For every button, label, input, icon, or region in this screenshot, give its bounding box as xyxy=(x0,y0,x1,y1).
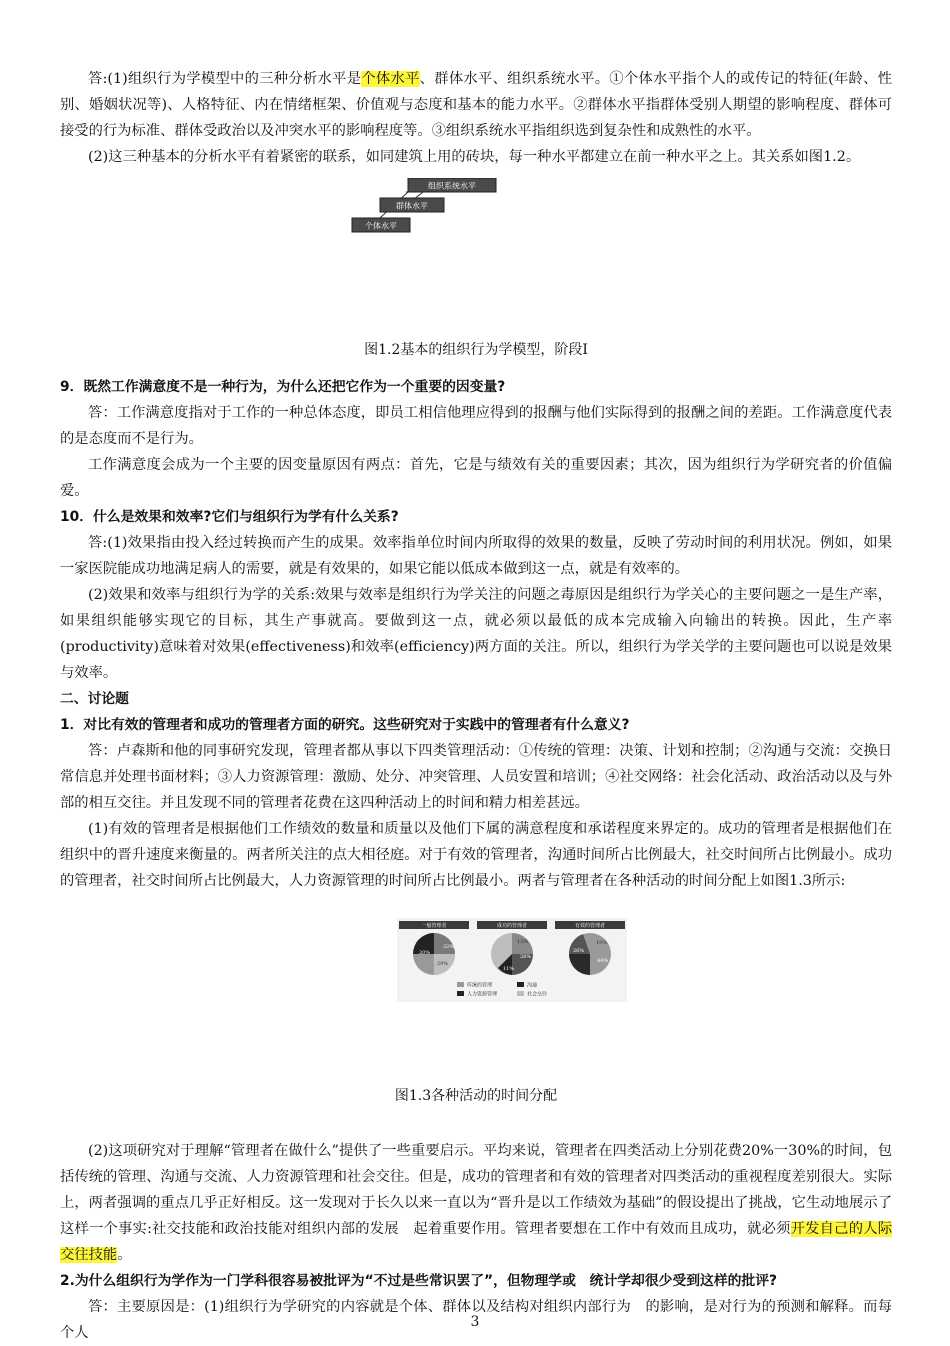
question9-paragraph1: 答：工作满意度指对于工作的一种总体态度，即员工相信他理应得到的报酬与他们实际得到的报酬之间的差距。工作满意度代表的是态度而不是行为。 xyxy=(60,405,892,447)
section-discussion-title: 二、讨论题 xyxy=(60,691,129,707)
pie3-slice-c: 19% xyxy=(596,940,608,946)
question10-paragraph2: (2)效果和效率与组织行为学的关系:效果与效率是组织行为学关注的问题之毒原因是组织行为学关心的主要问题之一是生产率，如果组织能够实现它的目标，其生产事就高。要做到这一点，就必须以最低的成本完成输入向输出的转换。因此，生产率(productivity)意味着对效果(effectiveness)和效率(efficiency)两方面的关注。所以，组织行为学关学的主要问题也可以说是效果与效率。 xyxy=(60,587,892,681)
question9-paragraph2: 工作满意度会成为一个主要的因变量原因有两点：首先，它是与绩效有关的重要因素；其次，因为组织行为学研究者的价值偏爱。 xyxy=(60,457,892,499)
highlight-interpersonal-skills: 开发自己的人际交往技能 xyxy=(60,1221,893,1263)
pie3-slice-b: 44% xyxy=(597,958,609,964)
pie-title-successful: 成功的管理者 xyxy=(496,923,528,929)
discussion2-title: 2.为什么组织行为学作为一门学科很容易被批评为“不过是些常识罢了”，但物理学或 统计学却很少受到这样的批评? xyxy=(60,1273,778,1289)
pie-title-effective: 有效的管理者 xyxy=(574,923,606,929)
question10-title: 10．什么是效果和效率?它们与组织行为学有什么关系? xyxy=(60,509,399,525)
pie2-slice-b: 28% xyxy=(520,954,532,960)
discussion1-paragraph1: 答：卢森斯和他的同事研究发现，管理者都从事以下四类管理活动：①传统的管理：决策、计划和控制；②沟通与交流：交换日常信息并处理书面材料；③人力资源管理：激励、处分、冲突管理、人员安置和培训；④社交网络：社会化活动、政治活动以及与外部的相互交往。并且发现不同的管理者花费在这四种活动上的时间和精力相差甚远。 xyxy=(60,743,892,811)
page-number: 3 xyxy=(470,1314,480,1330)
label-individual: 个体水平 xyxy=(365,221,397,231)
pie2-slice-c: 11% xyxy=(503,966,515,972)
legend-communication: 沟通 xyxy=(527,982,538,989)
label-org-system: 组织系统水平 xyxy=(428,181,476,191)
pie3-slice-a: 26% xyxy=(573,948,585,954)
question10-paragraph1: 答:(1)效果指由投入经过转换而产生的成果。效率指单位时间内所取得的效果的数量，反映了劳动时间的利用状况。例如，如果一家医院能成功地满足病人的需要，就是有效果的，如果它能以低成本做到这一点，就是有效率的。 xyxy=(60,535,892,577)
discussion1-paragraph3: (2)这项研究对于理解“管理者在做什么”提供了一些重要启示。平均来说，管理者在四类活动上分别花费20%一30%的时间，包括传统的管理、沟通与交流、人力资源管理和社会交往。但是，成功的管理者和有效的管理者对四类活动的重视程度差别很大。实际上，两者强调的重点几乎正好相反。这一发现对于长久以来一直以为“晋升是以工作绩效为基础”的假设提出了挑战，它生动地展示了这样一个事实:社交技能和政治技能对组织内部的发展 起着重要作用。管理者要想在工作中有效而且成功，就必须开发自己的人际交往技能。 xyxy=(60,1143,893,1263)
legend-hr: 人力资源管理 xyxy=(467,991,498,998)
legend-social: 社会交往 xyxy=(527,991,548,998)
pie-effective xyxy=(569,933,611,975)
discussion1-paragraph2: (1)有效的管理者是根据他们工作绩效的数量和质量以及他们下属的满意程度和承诺程度来界定的。成功的管理者是根据他们在组织中的晋升速度来衡量的。两者所关注的点大相径庭。对于有效的管理者，沟通时间所占比例最大，社交时间所占比例最小。成功的管理者，社交时间所占比例最大，人力资源管理的时间所占比例最小。两者与管理者在各种活动的时间分配上如图1.3所示: xyxy=(60,821,892,889)
figure-1-3 xyxy=(60,894,892,1084)
discussion2-paragraph1: 答：主要原因是：(1)组织行为学研究的内容就是个体、群体以及结构对组织内部行为 的影响，是对行为的预测和解释。而每个人 xyxy=(60,1299,892,1341)
figure-1-3-caption: 图1.3各种活动的时间分配 xyxy=(394,1088,558,1104)
answer8-paragraph2: (2)这三种基本的分析水平有着紧密的联系，如同建筑上用的砖块，每一种水平都建立在前一种水平之上。其关系如图1.2。 xyxy=(88,149,861,165)
pie1-slice-c: 29% xyxy=(437,961,449,967)
pie1-slice-a: 32% xyxy=(443,944,455,950)
document-page xyxy=(60,66,892,1346)
figure-1-2-caption: 图1.2基本的组织行为学模型，阶段Ⅰ xyxy=(364,342,588,358)
answer8-paragraph1: 答:(1)组织行为学模型中的三种分析水平是个体水平、群体水平、组织系统水平。①个体水平指个人的或传记的特征(年龄、性别、婚姻状况等)、人格特征、内在情绪框架、价值观与态度和基本的能力水平。②群体水平指群体受别人期望的影响程度、群体可接受的行为标准、群体受政治以及冲突水平的影响程度等。③组织系统水平指组织选到复杂性和成熟性的水平。 xyxy=(60,71,892,139)
legend-traditional: 传统的管理 xyxy=(467,982,493,989)
label-group: 群体水平 xyxy=(396,201,428,211)
pie-charts-figure xyxy=(397,918,627,1002)
pie-successful xyxy=(491,933,533,975)
pie2-slice-a: 13% xyxy=(517,939,529,945)
figure-1-2 xyxy=(60,170,892,338)
pie1-slice-b: 20% xyxy=(419,950,431,956)
discussion1-title: 1．对比有效的管理者和成功的管理者方面的研究。这些研究对于实践中的管理者有什么意义? xyxy=(60,717,630,733)
highlight-individual-level: 个体水平 xyxy=(361,71,420,87)
pie-title-general: 一般管理者 xyxy=(421,923,447,929)
pie-general xyxy=(413,933,455,975)
question9-title: 9．既然工作满意度不是一种行为，为什么还把它作为一个重要的因变量? xyxy=(60,379,506,395)
stair-diagram xyxy=(350,178,580,250)
